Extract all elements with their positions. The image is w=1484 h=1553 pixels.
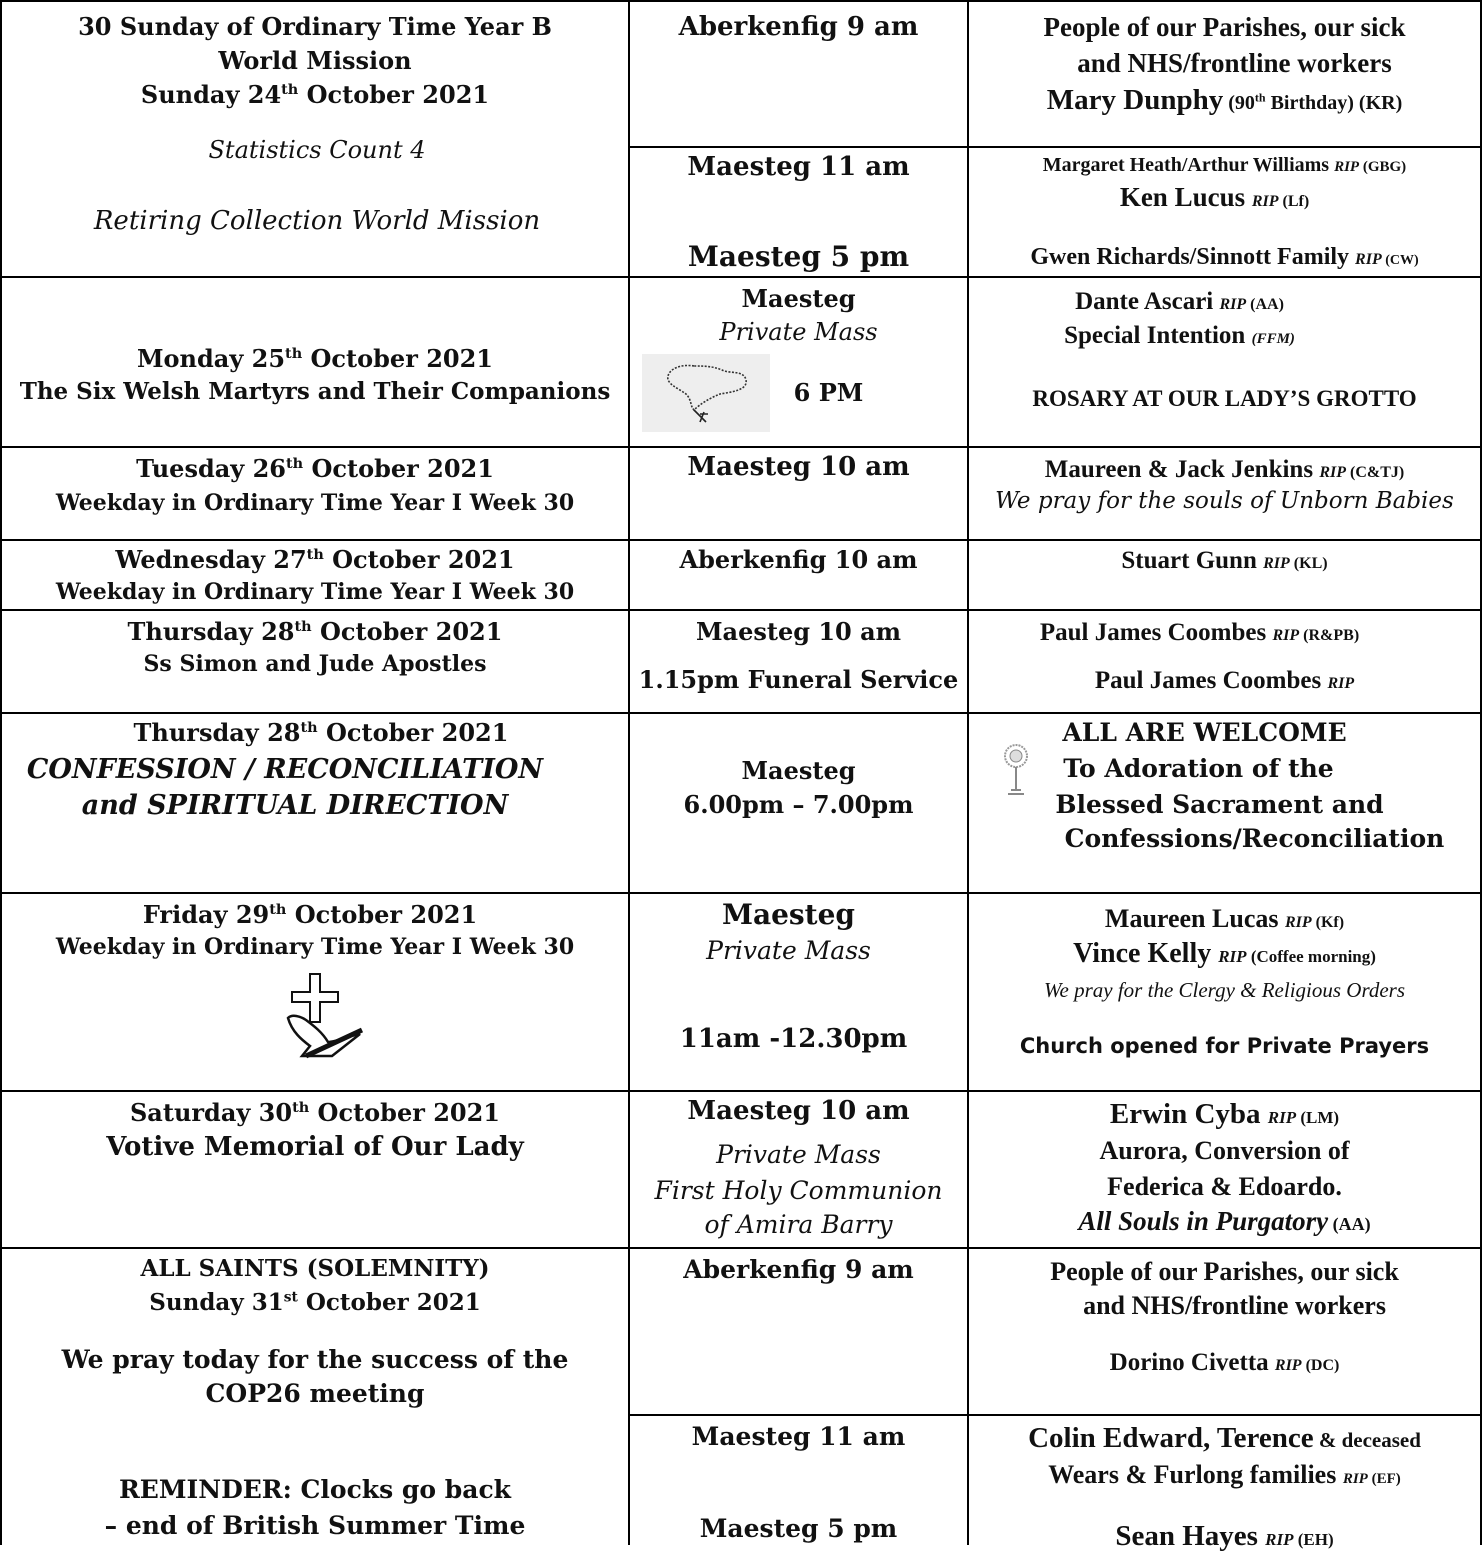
intention-line: People of our Parishes, our sick: [1050, 1257, 1399, 1286]
mass-time: Maesteg 10 am: [695, 617, 902, 646]
feast-name: Weekday in Ordinary Time Year I Week 30: [55, 579, 575, 605]
intention-line: Mary Dunphy (90th Birthday) (KR): [1046, 84, 1403, 116]
mass-type: Private Mass: [716, 1140, 881, 1169]
welcome-line: Confessions/Reconciliation: [1064, 824, 1445, 853]
intention-line: Erwin Cyba RIP (LM): [1109, 1098, 1340, 1130]
mass-time: Maesteg 5 pm: [687, 240, 910, 273]
intention-cell: [969, 894, 1480, 1090]
mass-location: Maesteg: [721, 898, 856, 931]
note-collection: Retiring Collection World Mission: [93, 206, 541, 236]
mass-time: Maesteg 10 am: [687, 1096, 910, 1126]
table-row: [2, 448, 628, 539]
confession-title: CONFESSION / RECONCILIATION: [26, 754, 544, 785]
table-row: [2, 541, 628, 609]
mass-occasion: of Amira Barry: [704, 1210, 893, 1239]
feast-name: Votive Memorial of Our Lady: [106, 1132, 524, 1162]
praying-hands-cross-icon: [262, 970, 368, 1062]
mass-time-cell: [630, 148, 967, 276]
table-row: [2, 278, 628, 446]
mass-type: Private Mass: [719, 318, 878, 346]
intention-line: Maureen Lucas RIP (Kf): [1104, 904, 1345, 933]
table-row: [2, 894, 628, 1090]
feast-name: The Six Welsh Martyrs and Their Companions: [19, 378, 611, 405]
intention-cell: [969, 611, 1480, 712]
intention-line: and NHS/frontline workers: [1083, 1291, 1386, 1320]
mass-time: Maesteg 11 am: [691, 1422, 906, 1451]
welcome-line: ALL ARE WELCOME: [1062, 718, 1347, 747]
mass-time: 6 PM: [793, 378, 864, 407]
feast-name: World Mission: [218, 46, 412, 75]
intention-line: Gwen Richards/Sinnott Family RIP (CW): [1030, 244, 1419, 270]
prayer-note: We pray today for the success of the: [61, 1345, 569, 1374]
intention-line: Margaret Heath/Arthur Williams RIP (GBG): [1042, 154, 1407, 176]
intention-line: and NHS/frontline workers: [1077, 48, 1392, 78]
note-statistics: Statistics Count 4: [208, 136, 426, 164]
intention-line: Stuart Gunn RIP (KL): [1121, 547, 1328, 574]
date-label: Sunday 24th October 2021: [140, 80, 490, 109]
intention-line: We pray for the souls of Unborn Babies: [995, 488, 1454, 514]
mass-time: 6.00pm – 7.00pm: [683, 790, 914, 819]
day-title: ALL SAINTS (SOLEMNITY): [140, 1255, 490, 1282]
intention-line: ROSARY AT OUR LADY’S GROTTO: [1032, 386, 1417, 411]
mass-occasion: First Holy Communion: [654, 1176, 943, 1205]
intention-cell: [969, 278, 1480, 446]
intention-cell: [969, 1092, 1480, 1247]
date-label: Tuesday 26th October 2021: [136, 454, 494, 483]
reminder-note: – end of British Summer Time: [104, 1511, 526, 1540]
feast-name: Weekday in Ordinary Time Year I Week 30: [55, 934, 575, 960]
reminder-note: REMINDER: Clocks go back: [119, 1475, 511, 1504]
mass-location: Maesteg: [741, 756, 856, 785]
intention-cell: [969, 2, 1480, 146]
table-border-right: [1480, 0, 1482, 1545]
intention-cell: [969, 1416, 1480, 1552]
mass-location: Maesteg: [741, 284, 856, 313]
intention-line: All Souls in Purgatory (AA): [1078, 1206, 1371, 1236]
date-label: Saturday 30th October 2021: [129, 1098, 501, 1127]
date-label: Monday 25th October 2021: [136, 344, 493, 373]
welcome-line: To Adoration of the: [1063, 754, 1334, 783]
intention-line: Paul James Coombes RIP (R&PB): [1039, 619, 1360, 646]
mass-time: 11am -12.30pm: [679, 1024, 908, 1054]
date-label: Sunday 31st October 2021: [149, 1289, 481, 1316]
mass-time-cell: [630, 894, 967, 1090]
mass-time: Aberkenfig 9 am: [683, 1255, 914, 1284]
intention-cell: [969, 148, 1480, 276]
mass-time: Aberkenfig 9 am: [678, 12, 919, 42]
table-row: [2, 1249, 628, 1545]
prayer-note: COP26 meeting: [205, 1379, 425, 1408]
feast-name: Ss Simon and Jude Apostles: [143, 651, 487, 677]
table-row: [2, 2, 628, 276]
mass-time: 1.15pm Funeral Service: [638, 665, 959, 694]
mass-time-cell: [630, 541, 967, 609]
mass-time-cell: [630, 2, 967, 146]
intention-line: Ken Lucus RIP (Lf): [1119, 182, 1310, 212]
intention-line: Aurora, Conversion of: [1099, 1136, 1350, 1165]
mass-time-cell: [630, 714, 967, 892]
intention-line: Maureen & Jack Jenkins RIP (C&TJ): [1044, 456, 1405, 483]
mass-time-cell: [630, 1249, 967, 1414]
table-row: [2, 714, 628, 892]
date-label: Thursday 28th October 2021: [133, 718, 509, 747]
intention-cell: [969, 714, 1480, 892]
mass-time-cell: [630, 1092, 967, 1247]
intention-cell: [969, 541, 1480, 609]
intention-line: Special Intention (FFM): [1064, 322, 1295, 349]
date-label: Wednesday 27th October 2021: [115, 545, 515, 574]
intention-line: People of our Parishes, our sick: [1043, 12, 1406, 42]
mass-time: Maesteg 5 pm: [699, 1514, 898, 1543]
intention-line: Dorino Civetta RIP (DC): [1109, 1349, 1340, 1376]
intention-line: Sean Hayes RIP (EH): [1115, 1520, 1334, 1552]
intention-line: Vince Kelly RIP (Coffee morning): [1073, 938, 1376, 969]
welcome-line: Blessed Sacrament and: [1055, 790, 1384, 819]
intention-line: Dante Ascari RIP (AA): [1075, 288, 1284, 315]
mass-time: Maesteg 10 am: [687, 452, 910, 482]
intention-line: Paul James Coombes RIP: [1094, 667, 1355, 694]
intention-cell: [969, 1249, 1480, 1414]
mass-type: Private Mass: [706, 936, 871, 965]
day-title: 30 Sunday of Ordinary Time Year B: [78, 12, 552, 41]
intention-line: Wears & Furlong families RIP (EF): [1048, 1460, 1401, 1489]
mass-time-cell: [630, 1416, 967, 1545]
intention-line: Colin Edward, Terence & deceased: [1028, 1422, 1421, 1454]
mass-time: Aberkenfig 10 am: [679, 545, 918, 574]
feast-name: Weekday in Ordinary Time Year I Week 30: [55, 490, 575, 516]
mass-time-cell: [630, 611, 967, 712]
intention-line: We pray for the Clergy & Religious Orders: [1043, 978, 1406, 1002]
intention-line: Federica & Edoardo.: [1107, 1172, 1342, 1201]
date-label: Thursday 28th October 2021: [127, 617, 503, 646]
table-row: [2, 1092, 628, 1247]
date-label: Friday 29th October 2021: [142, 900, 478, 929]
mass-time: Maesteg 11 am: [687, 152, 910, 182]
notice-line: Church opened for Private Prayers: [1019, 1034, 1430, 1058]
intention-cell: [969, 448, 1480, 539]
table-row: [2, 611, 628, 712]
confession-subtitle: and SPIRITUAL DIRECTION: [81, 790, 509, 821]
mass-time-cell: [630, 448, 967, 539]
